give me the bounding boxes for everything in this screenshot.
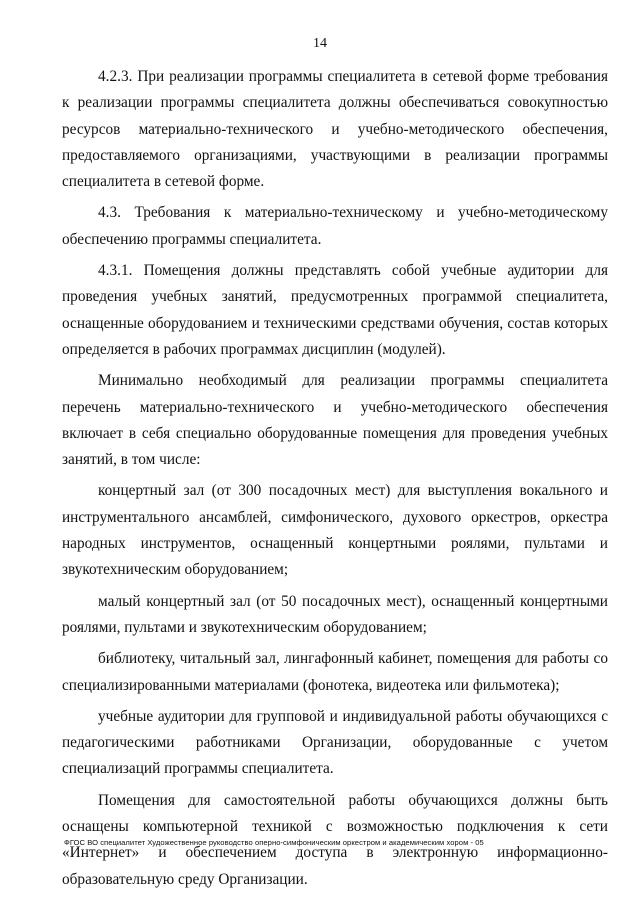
list-item-small-concert-hall: малый концертный зал (от 50 посадочных мест), оснащенный концертными роялями, пультами и звукотехническим оборудованием;	[62, 592, 608, 636]
document-body	[62, 64, 608, 898]
paragraph-minimum-list-intro: Минимально необходимый для реализации программы специалитета перечень материально-технического и учебно-методического обеспечения включает в себя специально оборудованные помещения для проведения учебных занятий, в том числе:	[62, 372, 608, 469]
page-number: 14	[313, 36, 327, 51]
list-item-classrooms: учебные аудитории для групповой и индивидуальной работы обучающихся с педагогическими работниками Организации, оборудованные с учетом специализаций программы специалитета.	[62, 707, 608, 778]
paragraph-self-study-rooms: Помещения для самостоятельной работы обучающихся должны быть оснащены компьютерной техникой с возможностью подключения к сети «Интернет» и обеспечением доступа в электронную информационно-образовательную среду Организации.	[62, 791, 608, 888]
paragraph-4-2-3: 4.2.3. При реализации программы специалитета в сетевой форме требования к реализации программы специалитета должны обеспечиваться совокупностью ресурсов материально-технического и учебно-методического обеспечения, предоставляемого организациями, участвующими в реализации программы специалитета в сетевой форме.	[62, 68, 608, 191]
document-footer: ФГОС ВО специалитет Художественное руководство оперно-симфоническим оркестром и академическим хором - 05	[64, 838, 484, 847]
paragraph-4-3-heading: 4.3. Требования к материально-техническому и учебно-методическому обеспечению программы специалитета.	[62, 204, 608, 248]
list-item-library: библиотеку, читальный зал, лингафонный кабинет, помещения для работы со специализированными материалами (фонотека, видеотека или фильмотека);	[62, 650, 608, 694]
paragraph-4-3-1: 4.3.1. Помещения должны представлять собой учебные аудитории для проведения учебных занятий, предусмотренных программой специалитета, оснащенные оборудованием и техническими средствами обучения, состав которых определяется в рабочих программах дисциплин (модулей).	[62, 262, 608, 358]
list-item-concert-hall: концертный зал (от 300 посадочных мест) для выступления вокального и инструментального ансамблей, симфонического, духового оркестров, оркестра народных инструментов, оснащенный концертными роялями, пультами и звукотехническим оборудованием;	[62, 482, 608, 579]
